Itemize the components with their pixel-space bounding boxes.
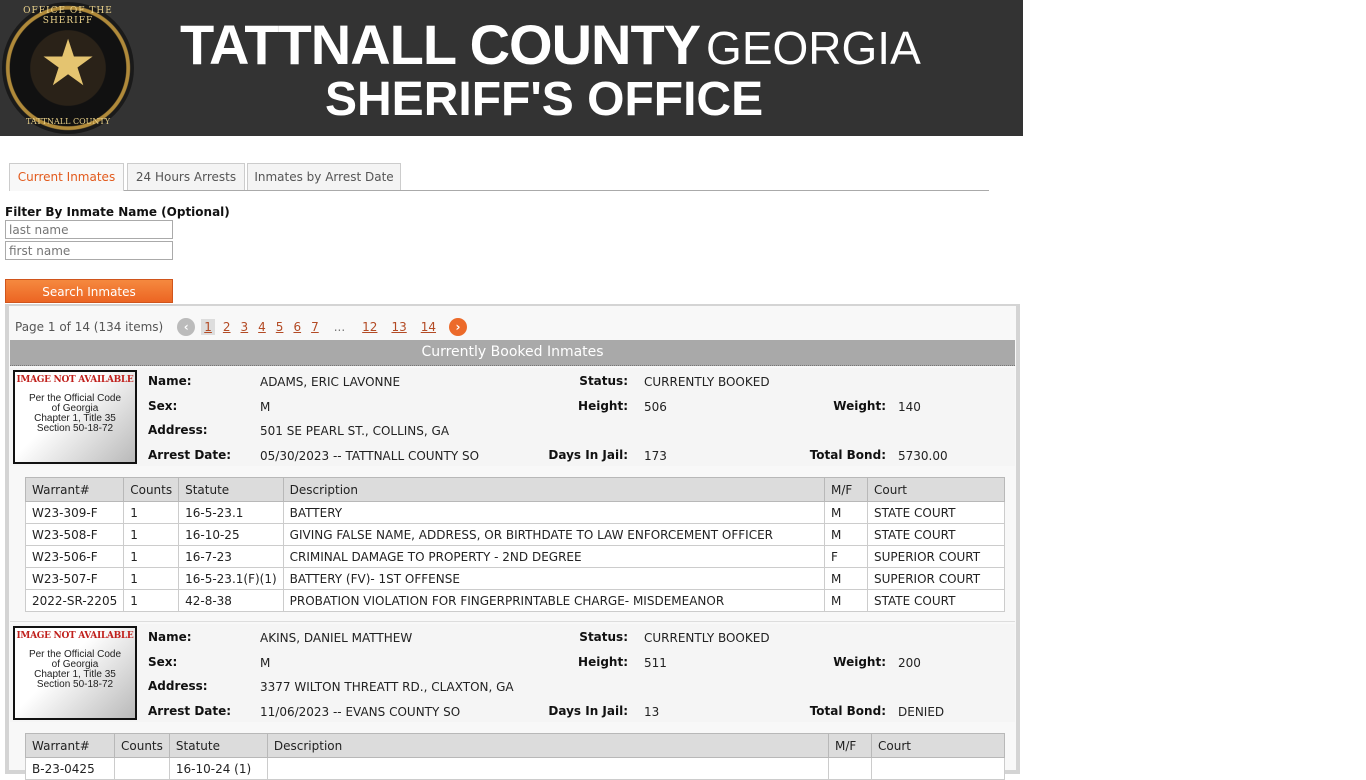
county-name: TATTNALL COUNTY (180, 13, 701, 76)
court-cell: STATE COURT (868, 524, 1005, 546)
sex-value: M (260, 400, 271, 414)
days-in-jail-label: Days In Jail: (548, 448, 628, 462)
status-value: CURRENTLY BOOKED (644, 631, 770, 645)
tab-bar (9, 163, 989, 191)
days-in-jail-value: 173 (644, 449, 667, 463)
page-14[interactable]: 14 (420, 320, 437, 334)
height-label: Height: (578, 399, 628, 413)
star-badge-icon: ★ (39, 27, 97, 101)
col-description: Description (267, 734, 828, 758)
counts-cell: 1 (124, 546, 179, 568)
height-value: 506 (644, 400, 667, 414)
law-line: Chapter 1, Title 35 (34, 413, 116, 424)
image-not-available-text: IMAGE NOT AVAILABLE (16, 631, 134, 641)
col-counts: Counts (124, 478, 179, 502)
page-13[interactable]: 13 (391, 320, 407, 334)
law-line: of Georgia (51, 403, 99, 414)
court-cell: STATE COURT (868, 590, 1005, 612)
col-mf: M/F (825, 478, 868, 502)
warrant-cell: W23-309-F (26, 502, 124, 524)
prev-page-icon[interactable]: ‹ (177, 318, 195, 336)
address-value: 501 SE PEARL ST., COLLINS, GA (260, 424, 450, 438)
description-cell: CRIMINAL DAMAGE TO PROPERTY - 2ND DEGREE (283, 546, 824, 568)
status-label: Status: (579, 374, 628, 388)
law-citation (15, 650, 135, 690)
page-3[interactable]: 3 (240, 320, 249, 334)
court-cell: STATE COURT (868, 502, 1005, 524)
counts-cell: 1 (124, 502, 179, 524)
total-bond-label: Total Bond: (809, 704, 886, 718)
sex-label: Sex: (148, 399, 178, 413)
tab-inmates-by-arrest-date[interactable]: Inmates by Arrest Date (247, 163, 401, 190)
law-line: Section 50-18-72 (36, 679, 114, 690)
mf-cell: F (825, 546, 868, 568)
arrest-date-value: 11/06/2023 -- EVANS COUNTY SO (260, 705, 461, 719)
total-bond-value: DENIED (898, 705, 945, 719)
inmate-info (10, 368, 1015, 466)
state-name: GEORGIA (706, 22, 921, 74)
pager-summary: Page 1 of 14 (134 items) (15, 320, 164, 334)
counts-cell: 1 (124, 524, 179, 546)
court-cell: SUPERIOR COURT (868, 546, 1005, 568)
name-label: Name: (148, 374, 192, 388)
first-name-input[interactable] (5, 241, 173, 260)
inmate-info (10, 624, 1015, 722)
mf-cell: M (825, 590, 868, 612)
mf-cell (829, 758, 872, 780)
court-cell: SUPERIOR COURT (868, 568, 1005, 590)
col-statute: Statute (169, 734, 267, 758)
site-title-line1 (180, 12, 921, 77)
next-page-icon[interactable]: › (449, 318, 467, 336)
weight-value: 200 (898, 656, 921, 670)
days-in-jail-label: Days In Jail: (548, 704, 628, 718)
warrant-cell: W23-507-F (26, 568, 124, 590)
weight-label: Weight: (833, 655, 886, 669)
statute-cell: 16-5-23.1(F)(1) (179, 568, 284, 590)
arrest-date-label: Arrest Date: (148, 704, 232, 718)
inmate-grid (5, 304, 1020, 774)
charges-header-row (26, 734, 1005, 758)
sex-value: M (260, 656, 271, 670)
height-label: Height: (578, 655, 628, 669)
charges-table (25, 733, 1005, 780)
col-warrant: Warrant# (26, 478, 124, 502)
statute-cell: 16-5-23.1 (179, 502, 284, 524)
counts-cell (115, 758, 170, 780)
col-mf: M/F (829, 734, 872, 758)
tab-24-hours-arrests[interactable]: 24 Hours Arrests (127, 163, 245, 190)
charge-row (26, 502, 1005, 524)
description-cell: GIVING FALSE NAME, ADDRESS, OR BIRTHDATE TO LAW ENFORCEMENT OFFICER (283, 524, 824, 546)
col-description: Description (283, 478, 824, 502)
law-line: Per the Official Code (28, 649, 122, 660)
charge-row (26, 524, 1005, 546)
image-not-available-text: IMAGE NOT AVAILABLE (16, 375, 134, 385)
name-label: Name: (148, 630, 192, 644)
charge-row (26, 546, 1005, 568)
description-cell (267, 758, 828, 780)
height-value: 511 (644, 656, 667, 670)
status-value: CURRENTLY BOOKED (644, 375, 770, 389)
arrest-date-label: Arrest Date: (148, 448, 232, 462)
sheriff-seal-logo (2, 2, 134, 134)
law-citation (15, 394, 135, 434)
col-counts: Counts (115, 734, 170, 758)
photo-placeholder (13, 370, 137, 464)
mf-cell: M (825, 568, 868, 590)
address-label: Address: (148, 679, 208, 693)
description-cell: BATTERY (FV)- 1ST OFFENSE (283, 568, 824, 590)
last-name-input[interactable] (5, 220, 173, 239)
arrest-date-value: 05/30/2023 -- TATTNALL COUNTY SO (260, 449, 480, 463)
charge-row (26, 568, 1005, 590)
statute-cell: 16-7-23 (179, 546, 284, 568)
seal-top-text: OFFICE OF THE SHERIFF (23, 6, 113, 26)
mf-cell: M (825, 502, 868, 524)
warrant-cell: W23-506-F (26, 546, 124, 568)
charge-row (26, 590, 1005, 612)
statute-cell: 16-10-24 (1) (169, 758, 267, 780)
record-divider (10, 621, 1015, 622)
page-6[interactable]: 6 (293, 320, 302, 334)
status-label: Status: (579, 630, 628, 644)
total-bond-label: Total Bond: (809, 448, 886, 462)
law-line: of Georgia (51, 659, 99, 670)
page-7[interactable]: 7 (311, 320, 319, 334)
charge-row (26, 758, 1005, 780)
name-value: ADAMS, ERIC LAVONNE (260, 375, 401, 389)
statute-cell: 16-10-25 (179, 524, 284, 546)
warrant-cell: B-23-0425 (26, 758, 115, 780)
page-2[interactable]: 2 (222, 320, 231, 334)
warrant-cell: W23-508-F (26, 524, 124, 546)
address-label: Address: (148, 423, 208, 437)
pager-ellipsis: ... (333, 320, 346, 334)
charges-table (25, 477, 1005, 612)
name-value: AKINS, DANIEL MATTHEW (260, 631, 413, 645)
page-12[interactable]: 12 (362, 320, 378, 334)
mf-cell: M (825, 524, 868, 546)
weight-label: Weight: (833, 399, 886, 413)
charges-header-row (26, 478, 1005, 502)
weight-value: 140 (898, 400, 921, 414)
counts-cell: 1 (124, 590, 179, 612)
seal-bottom-text: TATTNALL COUNTY (25, 117, 111, 126)
sex-label: Sex: (148, 655, 178, 669)
photo-placeholder (13, 626, 137, 720)
col-warrant: Warrant# (26, 734, 115, 758)
law-line: Per the Official Code (28, 393, 122, 404)
court-cell (872, 758, 1005, 780)
counts-cell: 1 (124, 568, 179, 590)
col-court: Court (868, 478, 1005, 502)
page-1[interactable]: 1 (201, 319, 215, 335)
site-title-line2: SHERIFF'S OFFICE (325, 73, 764, 126)
address-value: 3377 WILTON THREATT RD., CLAXTON, GA (260, 680, 514, 694)
description-cell: BATTERY (283, 502, 824, 524)
site-banner (0, 0, 1023, 136)
description-cell: PROBATION VIOLATION FOR FINGERPRINTABLE CHARGE- MISDEMEANOR (283, 590, 824, 612)
grid-title: Currently Booked Inmates (10, 340, 1015, 366)
page-5[interactable]: 5 (275, 320, 284, 334)
pager (15, 316, 467, 338)
col-statute: Statute (179, 478, 284, 502)
filter-label: Filter By Inmate Name (Optional) (5, 205, 230, 219)
statute-cell: 42-8-38 (179, 590, 284, 612)
total-bond-value: 5730.00 (898, 449, 948, 463)
tab-current-inmates[interactable]: Current Inmates (9, 163, 124, 191)
page-4[interactable]: 4 (258, 320, 266, 334)
col-court: Court (872, 734, 1005, 758)
law-line: Section 50-18-72 (36, 423, 114, 434)
search-inmates-button[interactable]: Search Inmates (5, 279, 173, 303)
law-line: Chapter 1, Title 35 (34, 669, 116, 680)
warrant-cell: 2022-SR-2205 (26, 590, 124, 612)
days-in-jail-value: 13 (644, 705, 660, 719)
